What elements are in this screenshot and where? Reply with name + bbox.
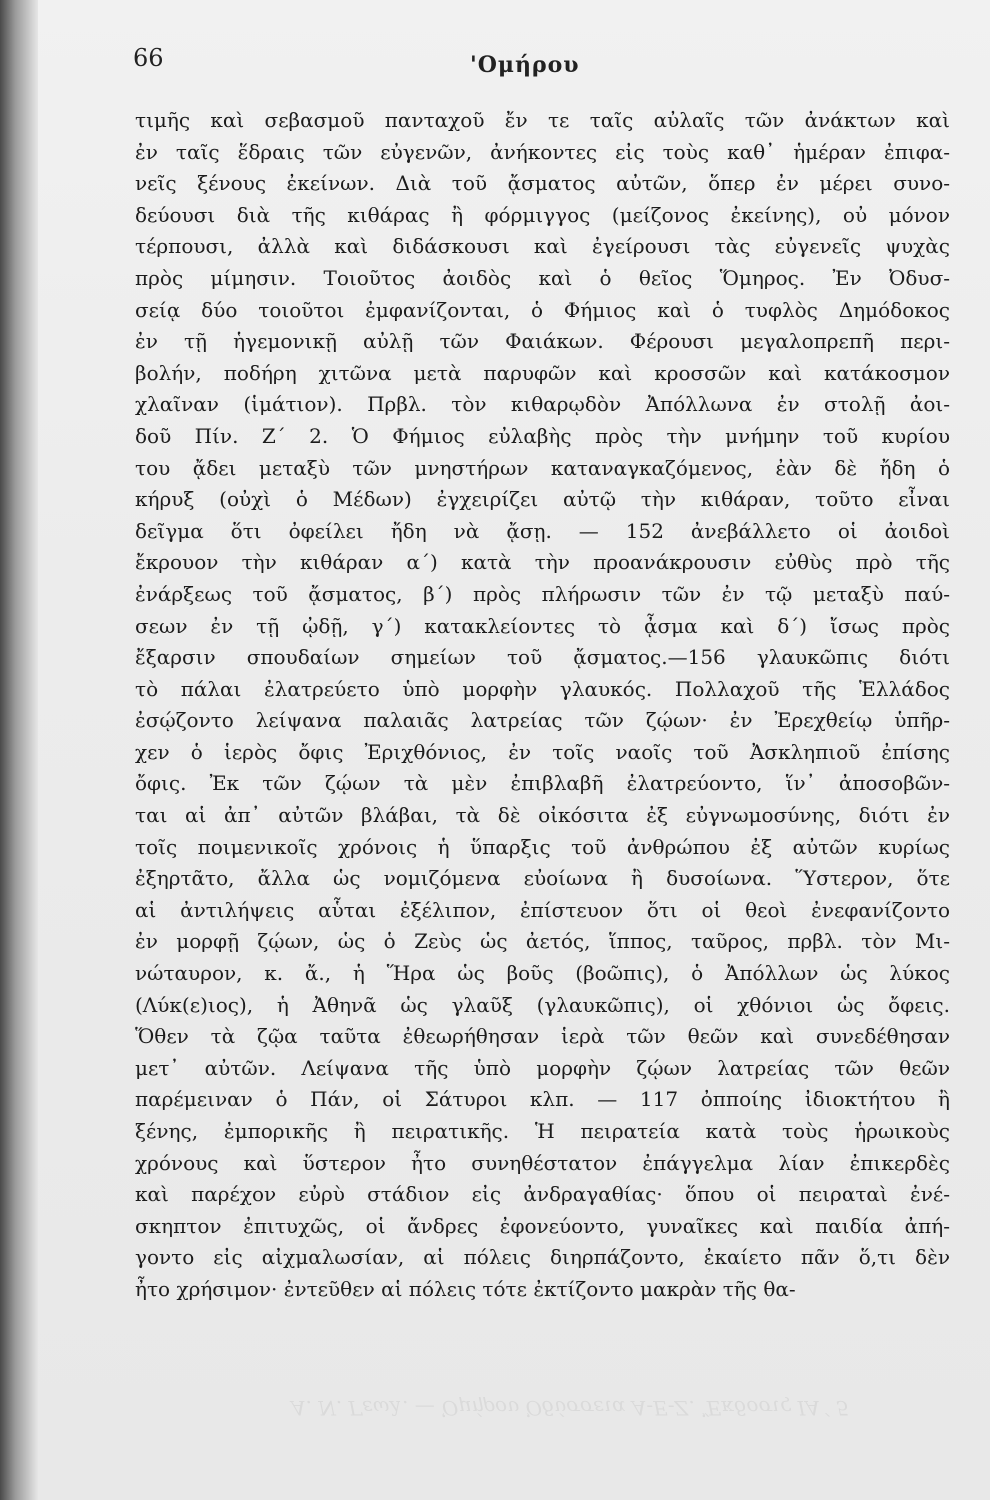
- text-line: ἐν ταῖς ἕδραις τῶν εὐγενῶν, ἀνήκοντες εἰς τοὺς καθ᾽ ἡμέραν ἐπιφα-: [135, 139, 950, 164]
- text-line: ξένης, ἐμπορικῆς ἢ πειρατικῆς. Ἡ πειρατεία κατὰ τοὺς ἡρωικοὺς: [135, 1119, 950, 1143]
- text-line: ἔκρουον τὴν κιθάραν α΄) κατὰ τὴν προανάκρουσιν εὐθὺς πρὸ τῆς: [135, 550, 950, 575]
- text-line: σείᾳ δύο τοιοῦτοι ἐμφανίζονται, ὁ Φήμιος καὶ ὁ τυφλὸς Δημόδοκος: [135, 297, 950, 322]
- commentary-text: [135, 105, 950, 1306]
- text-line: δεύουσι διὰ τῆς κιθάρας ἢ φόρμιγγος (μείζονος ἐκείνης), οὐ μόνον: [135, 202, 950, 227]
- text-line: σεων ἐν τῇ ᾠδῇ, γ΄) κατακλείοντες τὸ ᾆσμα καὶ δ΄) ἴσως πρὸς: [135, 613, 950, 638]
- text-line: ἐνάρξεως τοῦ ᾄσματος, β΄) πρὸς πλήρωσιν τῶν ἐν τῷ μεταξὺ παύ-: [135, 581, 950, 606]
- running-head: 'Ομήρου: [470, 52, 580, 78]
- text-line: τὸ πάλαι ἐλατρεύετο ὑπὸ μορφὴν γλαυκός. Πολλαχοῦ τῆς Ἑλλάδος: [135, 676, 950, 701]
- text-line: παρέμειναν ὁ Πάν, οἱ Σάτυροι κλπ. — 117 ὀπποίης ἰδιοκτήτου ἢ: [135, 1087, 950, 1112]
- text-line: νώταυρον, κ. ἄ., ἡ Ἥρα ὡς βοῦς (βοῶπις), ὁ Ἀπόλλων ὡς λύκος: [135, 961, 950, 986]
- text-line: χλαῖναν (ἱμάτιον). Πρβλ. τὸν κιθαρῳδὸν Ἀπόλλωνα ἐν στολῇ ἀοι-: [135, 392, 950, 417]
- text-line: ὄφις. Ἐκ τῶν ζῴων τὰ μὲν ἐπιβλαβῆ ἐλατρεύοντο, ἵν᾽ ἀποσοβῶν-: [135, 771, 950, 796]
- text-line: τέρπουσι, ἀλλὰ καὶ διδάσκουσι καὶ ἐγείρουσι τὰς εὐγενεῖς ψυχὰς: [135, 234, 950, 259]
- text-line: σκηπτον ἐπιτυχῶς, οἱ ἄνδρες ἐφονεύοντο, γυναῖκες καὶ παιδία ἀπή-: [135, 1213, 950, 1238]
- text-line: μετ᾽ αὐτῶν. Λείψανα τῆς ὑπὸ μορφὴν ζῴων λατρείας τῶν θεῶν: [135, 1055, 950, 1080]
- text-line: (Λύκ(ε)ιος), ἡ Ἀθηνᾶ ὡς γλαῦξ (γλαυκῶπις), οἱ χθόνιοι ὡς ὄφεις.: [135, 992, 950, 1017]
- text-line: βολήν, ποδήρη χιτῶνα μετὰ παρυφῶν καὶ κροσσῶν καὶ κατάκοσμον: [135, 360, 950, 385]
- text-line: χρόνους καὶ ὕστερον ἦτο συνηθέστατον ἐπάγγελμα λίαν ἐπικερδὲς: [135, 1150, 950, 1175]
- text-line: ται αἱ ἀπ᾽ αὐτῶν βλάβαι, τὰ δὲ οἰκόσιτα ἐξ εὐγνωμοσύνης, διότι ἐν: [135, 803, 950, 828]
- text-line: αἱ ἀντιλήψεις αὗται ἐξέλιπον, ἐπίστευον ὅτι οἱ θεοὶ ἐνεφανίζοντο: [135, 897, 950, 922]
- text-line: δεῖγμα ὅτι ὀφείλει ἤδη νὰ ᾄσῃ. — 152 ἀνεβάλλετο οἱ ἀοιδοὶ: [135, 518, 950, 543]
- text-line: χεν ὁ ἱερὸς ὄφις Ἐριχθόνιος, ἐν τοῖς ναοῖς τοῦ Ἀσκληπιοῦ ἐπίσης: [135, 739, 950, 764]
- show-through-footer: Α. Ν. Γεωλ. — Ὁμήρου Ὀδύσσεια Α-Ε-Ζ. Ἔκδοσις ΙΑ΄ 5: [291, 1396, 849, 1420]
- text-line: δοῦ Πίν. Ζ΄ 2. Ὁ Φήμιος εὐλαβὴς πρὸς τὴν μνήμην τοῦ κυρίου: [135, 423, 950, 448]
- text-line: νεῖς ξένους ἐκείνων. Διὰ τοῦ ᾄσματος αὐτῶν, ὅπερ ἐν μέρει συνο-: [135, 171, 950, 196]
- text-line: ἔξαρσιν σπουδαίων σημείων τοῦ ᾄσματος.—156 γλαυκῶπις διότι: [135, 645, 950, 670]
- text-line: γοντο εἰς αἰχμαλωσίαν, αἱ πόλεις διηρπάζοντο, ἐκαίετο πᾶν ὅ,τι δὲν: [135, 1245, 950, 1270]
- text-line: ἐν μορφῇ ζῴων, ὡς ὁ Ζεὺς ὡς ἀετός, ἵππος, ταῦρος, πρβλ. τὸν Μι-: [135, 929, 950, 954]
- text-line: ἐν τῇ ἡγεμονικῇ αὐλῇ τῶν Φαιάκων. Φέρουσι μεγαλοπρεπῆ περι-: [135, 329, 950, 354]
- text-line: τοῖς ποιμενικοῖς χρόνοις ἡ ὕπαρξις τοῦ ἀνθρώπου ἐξ αὐτῶν κυρίως: [135, 834, 950, 859]
- page-number: 66: [133, 44, 164, 72]
- text-line: κήρυξ (οὐχὶ ὁ Μέδων) ἐγχειρίζει αὐτῷ τὴν κιθάραν, τοῦτο εἶναι: [135, 487, 950, 512]
- text-line: ἦτο χρήσιμον· ἐντεῦθεν αἱ πόλεις τότε ἐκτίζοντο μακρὰν τῆς θα-: [135, 1276, 796, 1301]
- text-line: καὶ παρέχον εὐρὺ στάδιον εἰς ἀνδραγαθίας· ὅπου οἱ πειραταὶ ἐνέ-: [135, 1182, 950, 1207]
- text-line: ἐξηρτᾶτο, ἄλλα ὡς νομιζόμενα εὐοίωνα ἢ δυσοίωνα. Ὕστερον, ὅτε: [135, 866, 950, 891]
- text-line: Ὅθεν τὰ ζῷα ταῦτα ἐθεωρήθησαν ἱερὰ τῶν θεῶν καὶ συνεδέθησαν: [135, 1024, 950, 1049]
- text-line: τιμῆς καὶ σεβασμοῦ πανταχοῦ ἔν τε ταῖς αὐλαῖς τῶν ἀνάκτων καὶ: [135, 108, 950, 132]
- text-line: ἐσῴζοντο λείψανα παλαιᾶς λατρείας τῶν ζῴων· ἐν Ἐρεχθείῳ ὑπῆρ-: [135, 708, 950, 733]
- text-line: του ᾄδει μεταξὺ τῶν μνηστήρων καταναγκαζόμενος, ἐὰν δὲ ἤδη ὁ: [135, 455, 950, 480]
- text-line: πρὸς μίμησιν. Τοιοῦτος ἀοιδὸς καὶ ὁ θεῖος Ὅμηρος. Ἐν Ὀδυσ-: [135, 265, 950, 290]
